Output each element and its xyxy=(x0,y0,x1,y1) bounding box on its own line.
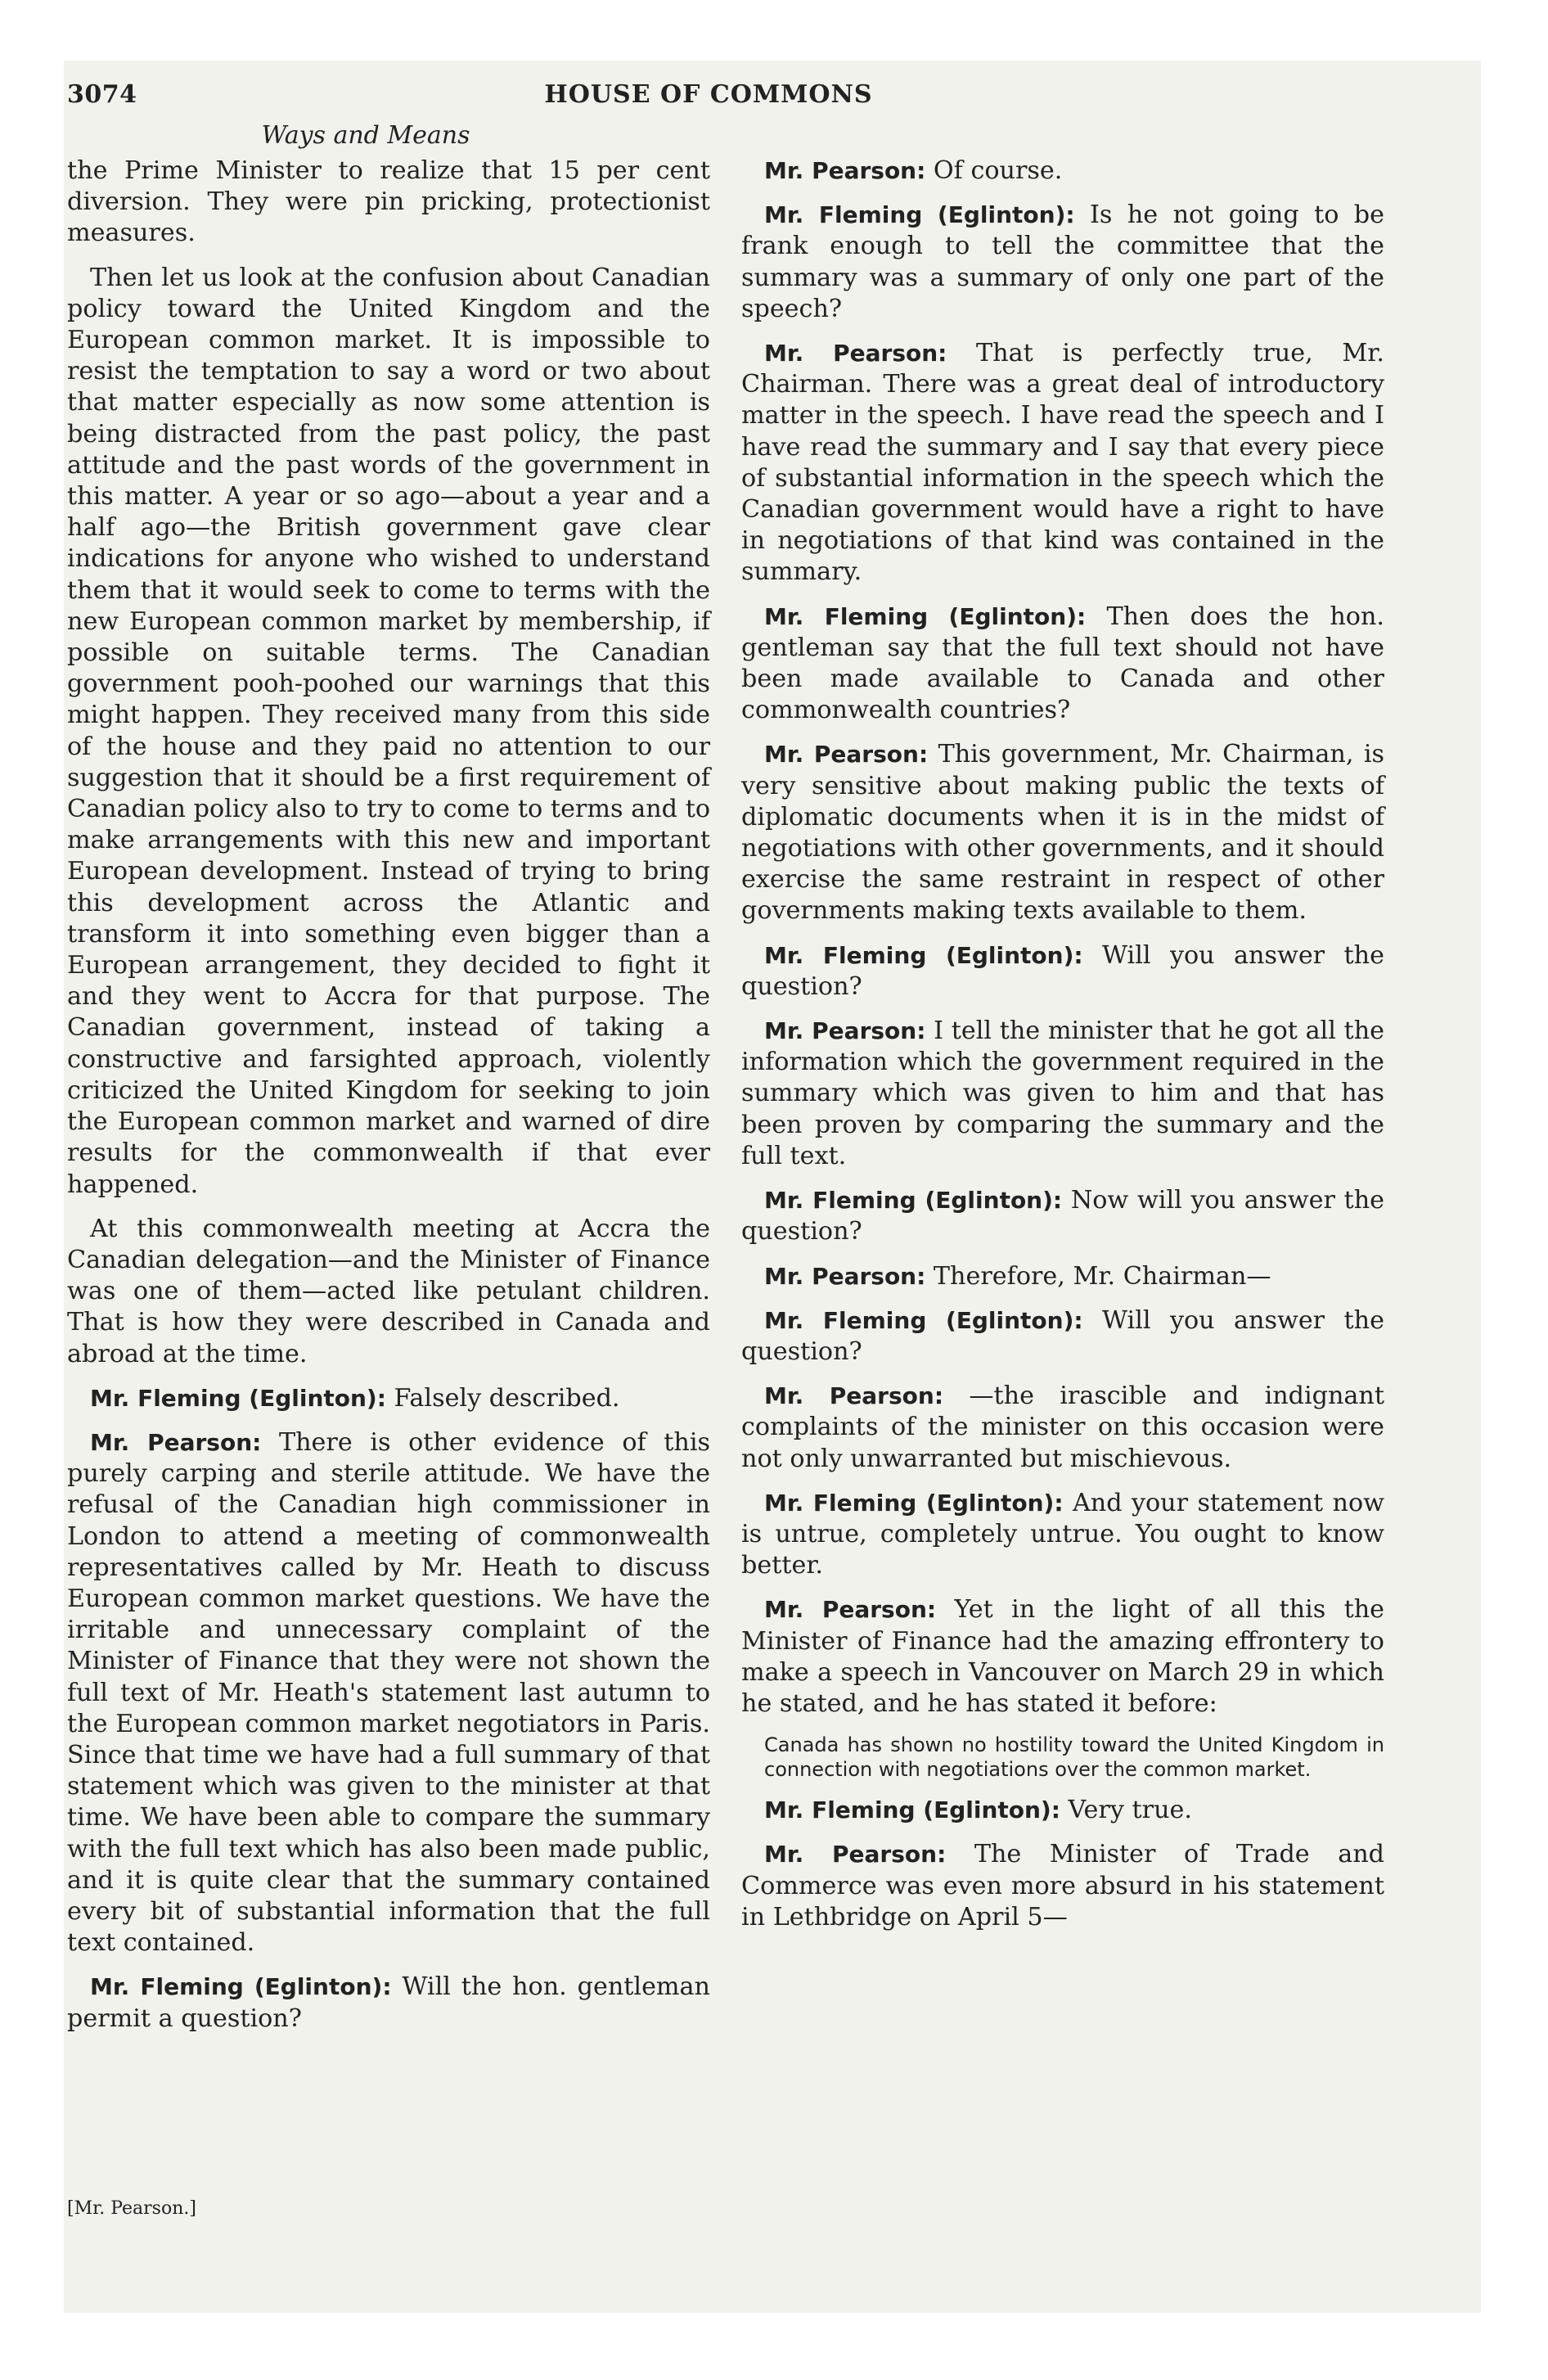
speech-text: Of course. xyxy=(933,156,1063,185)
speaker-name: Mr. Fleming (Eglinton): xyxy=(764,1306,1083,1334)
speaker-name: Mr. Fleming (Eglinton): xyxy=(764,1187,1063,1215)
speaker-name: Mr. Fleming (Eglinton): xyxy=(90,1384,386,1412)
speech-paragraph xyxy=(741,1185,1384,1247)
speech-paragraph xyxy=(741,1305,1384,1368)
speech-text: Yet in the light of all this the Minister of Finance had the amazing effrontery to make a speech in Vancouver on March 29 in which he stated, and he has stated it before: xyxy=(741,1595,1385,1718)
speaker-name: Mr. Pearson: xyxy=(764,1262,926,1290)
speech-paragraph xyxy=(741,338,1384,588)
speaker-name: Mr. Pearson: xyxy=(764,741,929,769)
speaker-name: Mr. Fleming (Eglinton): xyxy=(764,1796,1060,1824)
speech-paragraph xyxy=(741,1488,1384,1582)
speech-paragraph xyxy=(67,1427,710,1959)
speech-text: This government, Mr. Chairman, is very sensitive about making public the texts of diplomatic documents when it is in the midst of negotiations with other governments, and it should exercise the same restraint in respect of other governments making texts available to them. xyxy=(741,740,1384,926)
speech-paragraph xyxy=(741,1261,1384,1292)
speech-paragraph xyxy=(741,602,1384,727)
speech-paragraph xyxy=(741,1381,1384,1475)
speaker-name: Mr. Fleming (Eglinton): xyxy=(764,941,1083,969)
speech-paragraph xyxy=(741,739,1384,926)
speech-text: And your statement now is untrue, completely untrue. You ought to know better. xyxy=(741,1488,1384,1580)
speech-text: There is other evidence of this purely carping and sterile attitude. We have the refusal of the Canadian high commissioner in London to attend a meeting of commonwealth representatives called by Mr. Heath to discuss European common market questions. We have the irritable and unnecessary complaint of the Minister of Finance that they were not shown the full text of Mr. Heath's statement last autumn to the European common market negotiators in Paris. Since that time we have had a full summary of that statement which was given to the minister at that time. We have been able to compare the summary with the full text which has also been made public, and it is quite clear that the summary contained every bit of substantial information that the full text contained. xyxy=(67,1427,711,1958)
speech-text: Is he not going to be frank enough to tell the committee that the summary was a summary of only one part of the speech? xyxy=(741,201,1384,323)
speech-text: I tell the minister that he got all the information which the government required in the summary which was given to him and that has been proven by comparing the summary and the full text. xyxy=(741,1016,1384,1170)
speech-text: —the irascible and indignant complaints of the minister on this occasion were not only unwarranted but mischievous. xyxy=(741,1382,1384,1473)
speech-text: Now will you answer the question? xyxy=(741,1186,1385,1246)
block-quote: Canada has shown no hostility toward the United Kingdom in connection with negotiations over the common market. xyxy=(764,1733,1384,1782)
speaker-name: Mr. Fleming (Eglinton): xyxy=(764,201,1075,229)
paragraph xyxy=(67,263,710,1201)
right-column xyxy=(741,156,1384,1946)
speech-text: Falsely described. xyxy=(394,1383,620,1413)
speech-paragraph xyxy=(741,1594,1384,1720)
speech-paragraph xyxy=(67,1972,710,2034)
speaker-name: Mr. Pearson: xyxy=(764,340,947,367)
speech-text: That is perfectly true, Mr. Chairman. There was a great deal of introductory matter in the speech. I have read the speech and I have read the summary and I say that every piece of substantial information in the speech which the Canadian government would have a right to have in negotiations of that kind was contained in the summary. xyxy=(741,339,1384,587)
speaker-name: Mr. Fleming (Eglinton): xyxy=(764,1489,1064,1517)
speech-paragraph xyxy=(741,156,1384,187)
left-column xyxy=(67,156,710,2048)
speech-text: The Minister of Trade and Commerce was even more absurd in his statement in Lethbridge on April 5— xyxy=(741,1840,1384,1931)
speech-paragraph xyxy=(741,200,1384,325)
speech-text: Therefore, Mr. Chairman— xyxy=(933,1261,1271,1291)
speech-text: Will you answer the question? xyxy=(741,940,1384,1001)
paragraph-text: Then let us look at the confusion about Canadian policy toward the United Kingdom and the European common market. It is impossible to resist the temptation to say a word or two about that matter especially as now some attention is being distracted from the past policy, the past attitude and the past words of the government in this matter. A year or so ago—about a year and a half ago—the British government gave clear indications for anyone who wished to understand them that it would seek to come to terms with the new European common market by membership, if possible on suitable terms. The Canadian government pooh-poohed our warnings that this might happen. They received many from this side of the house and they paid no attention to our suggestion that it should be a first requirement of Canadian policy also to try to come to terms and to make arrangements with this new and important European development. Instead of trying to bring this development across the Atlantic and transform it into something even bigger than a European arrangement, they decided to fight it and they went to Accra for that purpose. The Canadian government, instead of taking a constructive and farsighted approach, violently criticized the United Kingdom for seeking to join the European common market and warned of dire results for the commonwealth if that ever happened. xyxy=(67,263,710,1199)
speech-paragraph xyxy=(741,940,1384,1003)
speech-paragraph xyxy=(741,1016,1384,1172)
speaker-name: Mr. Fleming (Eglinton): xyxy=(90,1973,392,2001)
speaker-name: Mr. Pearson: xyxy=(764,1596,937,1624)
speaker-name: Mr. Pearson: xyxy=(764,157,926,184)
speech-text: Will you answer the question? xyxy=(741,1305,1384,1366)
paragraph-text: the Prime Minister to realize that 15 per cent diversion. They were pin pricking, protectionist measures. xyxy=(67,156,710,248)
speech-paragraph xyxy=(67,1383,710,1414)
page-title: HOUSE OF COMMONS xyxy=(544,80,873,109)
speech-text: Then does the hon. gentleman say that the full text should not have been made available to Canada and other commonwealth countries? xyxy=(741,602,1384,725)
speech-text: Very true. xyxy=(1068,1796,1192,1825)
speech-paragraph xyxy=(741,1839,1384,1933)
speaker-name: Mr. Fleming (Eglinton): xyxy=(764,602,1087,630)
speech-text: Will the hon. gentleman permit a question? xyxy=(67,1972,710,2033)
paragraph-text: At this commonwealth meeting at Accra the Canadian delegation—and the Minister of Finance was one of them—acted like petulant children. That is how they were described in Canada and abroad at the time. xyxy=(67,1214,710,1368)
paragraph xyxy=(67,156,710,250)
paragraph xyxy=(67,1214,710,1370)
speaker-name: Mr. Pearson: xyxy=(764,1382,944,1410)
speaker-name: Mr. Pearson: xyxy=(90,1428,262,1456)
speaker-name: Mr. Pearson: xyxy=(764,1841,947,1868)
page-number: 3074 xyxy=(67,80,137,109)
speaker-name: Mr. Pearson: xyxy=(764,1017,926,1045)
section-subtitle: Ways and Means xyxy=(261,121,470,150)
footer-note: [Mr. Pearson.] xyxy=(67,2198,196,2219)
speech-paragraph xyxy=(741,1795,1384,1826)
